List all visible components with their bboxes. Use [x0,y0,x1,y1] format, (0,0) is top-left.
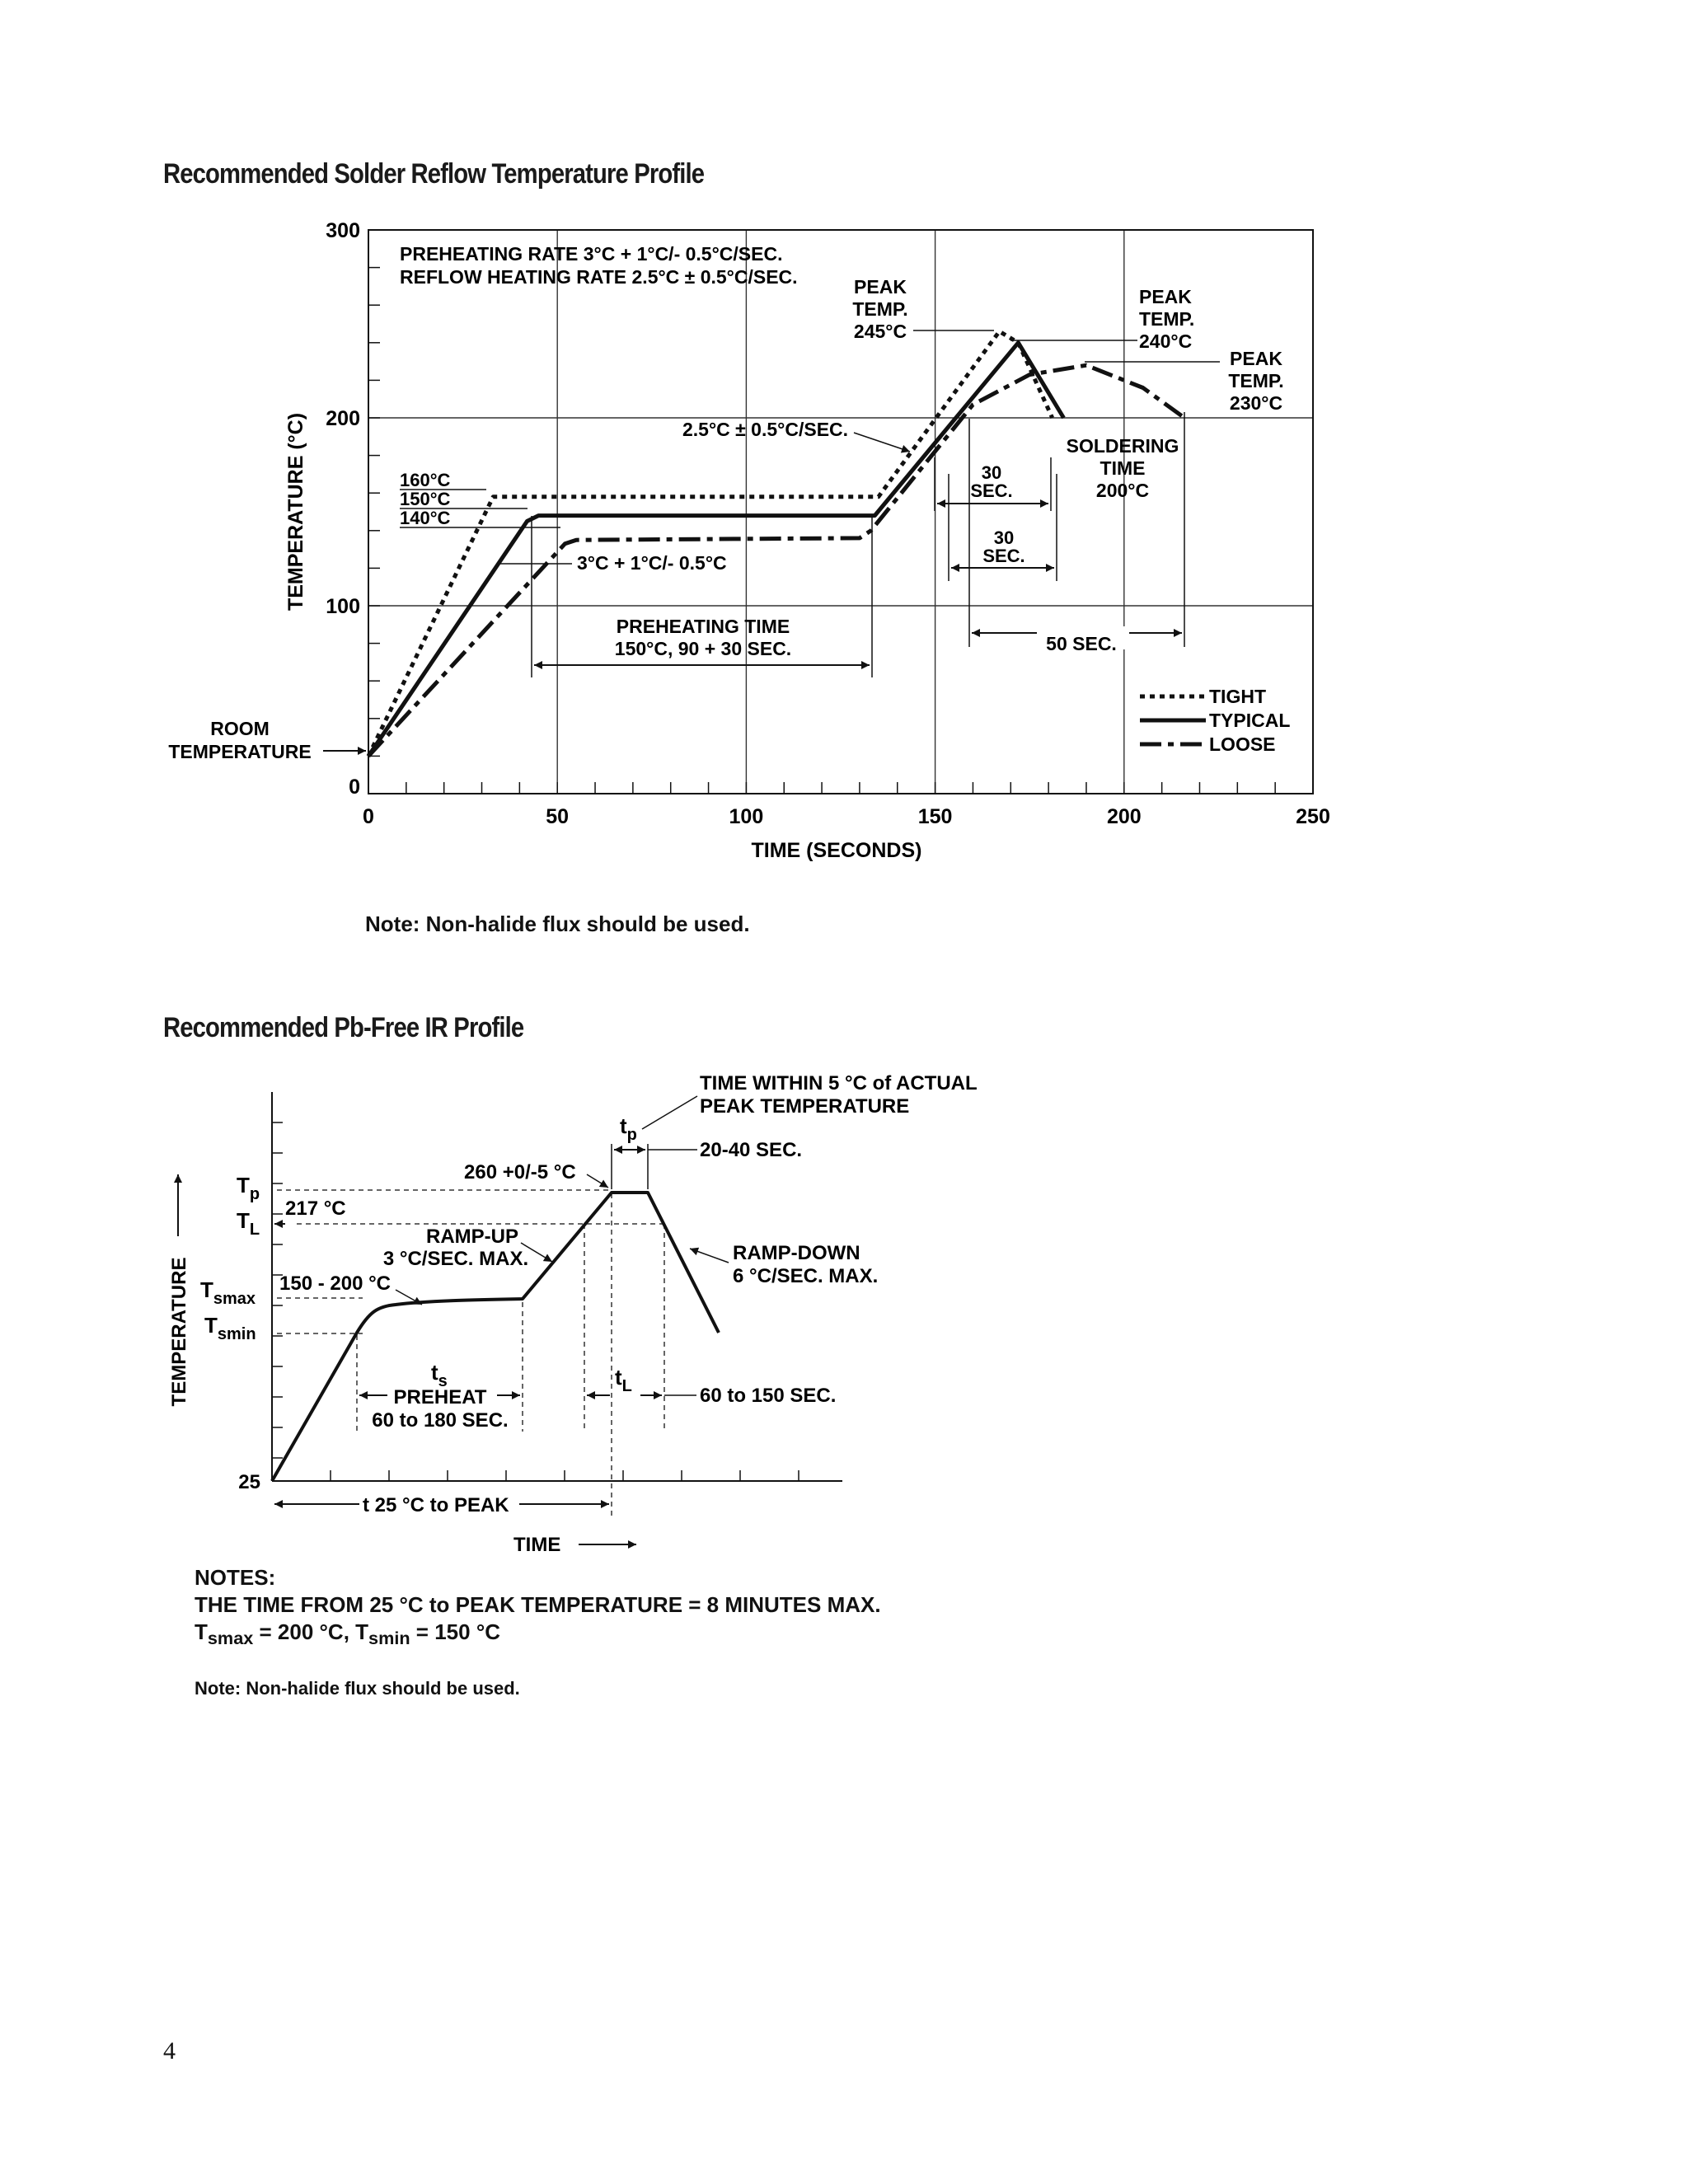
peak230-label-2: TEMP. [1228,370,1284,391]
rate25-label: 2.5°C ± 0.5°C/SEC. [682,419,849,440]
room-temp-label-2: TEMPERATURE [168,741,312,762]
page-number: 4 [163,2037,176,2064]
peak230-label-1: PEAK [1230,348,1282,369]
section-title-pb-free: Recommended Pb-Free IR Profile [163,1012,524,1043]
sec30a-label-2: SEC. [970,480,1013,501]
t140-label: 140°C [400,508,451,528]
rate25-arrow [854,433,910,452]
sec60150-label: 60 to 150 SEC. [700,1385,837,1407]
rampdown-label-2: 6 °C/SEC. MAX. [733,1265,879,1287]
section-title-reflow: Recommended Solder Reflow Temperature Profile [163,158,705,190]
peak260-arrow [587,1174,608,1188]
chart1-x-tick-label: 0 [363,805,374,828]
room-temp-label-1: ROOM [210,718,270,739]
notes-line-1: THE TIME FROM 25 °C to PEAK TEMPERATURE = 8 MINUTES MAX. [195,1592,881,1617]
preheat-label-1: PREHEAT [393,1386,487,1408]
peak260-label: 260 +0/-5 °C [464,1161,576,1183]
tl-axis-label: $T_L$ [237,1208,260,1239]
chart1-legend [1140,686,1290,755]
sec2040-label: 20-40 SEC. [700,1139,803,1161]
chart1-y-tick-label: 300 [326,219,360,242]
peak240-label-3: 240°C [1139,330,1193,352]
reflow-profile-chart [168,219,1330,862]
notes-heading: NOTES: [195,1565,276,1590]
reflow-rate-label: REFLOW HEATING RATE 2.5°C ± 0.5°C/SEC. [400,266,798,288]
tp-time-symbol: $t_p$ [620,1113,637,1144]
soldering-label-3: 200°C [1095,480,1150,501]
legend-label-typical: TYPICAL [1209,710,1291,731]
preheat-time-label-1: PREHEATING TIME [616,616,790,637]
tl-time-symbol: $t_L$ [615,1365,632,1395]
sec50-label: 50 SEC. [1046,633,1117,654]
chart1-x-tick-label: 50 [546,805,570,828]
t150-label: 150°C [400,489,451,509]
chart1-y-tick-label: 200 [326,407,360,430]
flux-note-1: Note: Non-halide flux should be used. [365,912,750,936]
peak245-label-1: PEAK [854,276,907,298]
chart1-x-tick-label: 250 [1296,805,1330,828]
pb-free-ir-profile-chart [168,1072,978,1556]
t160-label: 160°C [400,470,451,490]
chart1-x-tick-label: 200 [1106,805,1142,828]
notes-block [195,1564,881,1652]
soldering-label-1: SOLDERING [1066,435,1179,457]
peak240-label-2: TEMP. [1139,308,1195,330]
legend-label-tight: TIGHT [1209,686,1266,707]
legend-label-loose: LOOSE [1209,733,1276,755]
chart1-series [368,331,1184,756]
rampdown-arrow [690,1249,729,1263]
preheat-time-label-2: 150°C, 90 + 30 SEC. [614,638,792,659]
time-within-label-2: PEAK TEMPERATURE [700,1095,910,1118]
chart2-x-axis-label: TIME [513,1534,561,1556]
rampup-label-2: 3 °C/SEC. MAX. [382,1248,529,1270]
base-25-label: 25 [238,1471,260,1493]
chart1-x-tick-label: 150 [917,805,953,828]
rate3-label: 3°C + 1°C/- 0.5°C [577,552,727,574]
series-line-tight [368,331,1053,756]
soldering-label-2: TIME [1100,457,1146,479]
chart1-x-tick-label: 100 [729,805,764,828]
ts-symbol: $t_s$ [431,1360,448,1390]
peak245-label-3: 245°C [853,321,907,342]
tp-axis-label: $T_p$ [237,1173,260,1203]
peak245-label-2: TEMP. [852,298,908,320]
rampdown-label-1: RAMP-DOWN [733,1242,860,1264]
chart1-y-axis-label: TEMPERATURE (°C) [284,412,307,612]
sec30b-label-1: 30 [993,527,1015,548]
chart2-y-axis-label: TEMPERATURE [168,1257,190,1407]
peak240-label-1: PEAK [1139,286,1192,307]
series-line-typical [368,343,1064,757]
t25-peak-label: t 25 °C to PEAK [363,1494,509,1516]
chart1-x-axis-label: TIME (SECONDS) [751,839,922,862]
time-within-label-1: TIME WITHIN 5 °C of ACTUAL [700,1072,978,1094]
rampup-label-1: RAMP-UP [426,1226,518,1248]
time-within-leader [642,1096,697,1129]
t217-label: 217 °C [285,1197,346,1220]
tsmin-axis-label: $T_{smin}$ [204,1313,256,1343]
tsmax-axis-label: $T_{smax}$ [200,1277,256,1308]
sec30a-label-1: 30 [981,462,1002,483]
chart1-y-tick-label: 0 [349,776,360,799]
range150-label: 150 - 200 °C [279,1272,392,1295]
chart1-y-tick-label: 100 [326,595,360,618]
flux-note-2: Note: Non-halide flux should be used. [195,1678,520,1699]
preheating-rate-label: PREHEATING RATE 3°C + 1°C/- 0.5°C/SEC. [400,243,783,265]
peak230-label-3: 230°C [1229,392,1283,414]
sec30b-label-2: SEC. [982,546,1025,566]
notes-line-2: $T_{smax} = 200$ °C, $T_{smin} = 150$ °C [195,1619,500,1649]
preheat-label-2: 60 to 180 SEC. [372,1409,509,1432]
